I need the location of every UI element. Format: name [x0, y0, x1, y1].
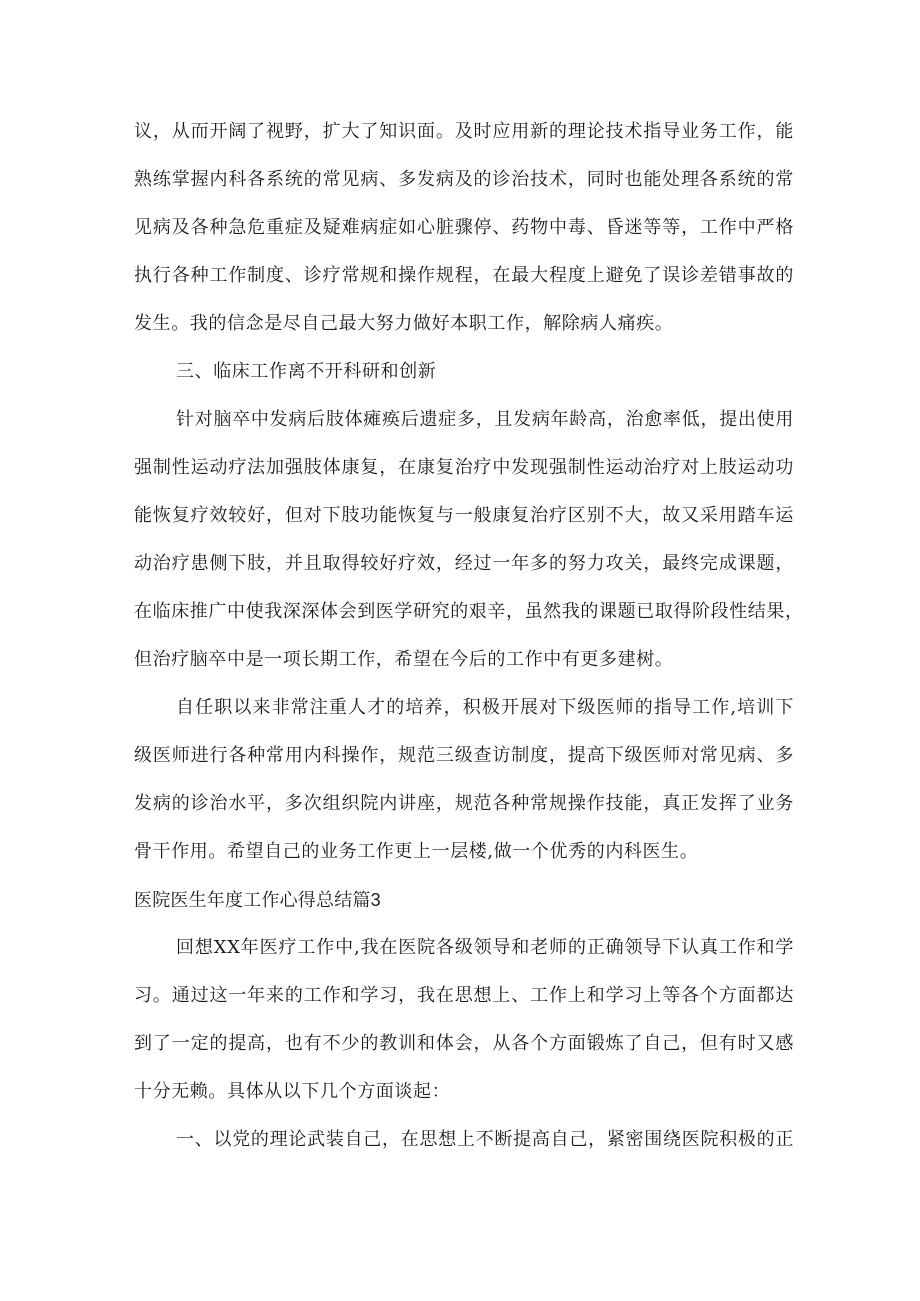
paragraph-line: 执行各种工作制度、诊疗常规和操作规程，在最大程度上避免了误诊差错事故的 — [134, 265, 794, 286]
paragraph-line: 级医师进行各种常用内科操作，规范三级查访制度，提高下级医师对常见病、多 — [134, 745, 794, 766]
section-title: 医院医生年度工作心得总结篇3 — [134, 890, 381, 910]
paragraph-line: 能恢复疗效较好，但对下肢功能恢复与一般康复治疗区别不大，故又采用踏车运 — [134, 505, 794, 526]
paragraph-line: 到了一定的提高，也有不少的教训和体会，从各个方面锻炼了自己，但有时又感 — [134, 1033, 794, 1054]
paragraph-line: 但治疗脑卒中是一项长期工作，希望在今后的工作中有更多建树。 — [134, 649, 674, 670]
paragraph-line: 自任职以来非常注重人才的培养，积极开展对下级医师的指导工作,培训下 — [176, 697, 794, 718]
section-heading: 三、临床工作离不开科研和创新 — [176, 361, 437, 382]
paragraph-line: 一、以党的理论武装自己，在思想上不断提高自己，紧密围绕医院积极的正 — [176, 1129, 794, 1150]
paragraph-line: 习。通过这一年来的工作和学习，我在思想上、工作上和学习上等各个方面都达 — [134, 985, 794, 1006]
paragraph-line: 十分无赖。具体从以下几个方面谈起： — [134, 1081, 451, 1102]
paragraph-line: 回想XX年医疗工作中,我在医院各级领导和老师的正确领导下认真工作和学 — [176, 937, 794, 958]
paragraph-line: 强制性运动疗法加强肢体康复，在康复治疗中发现强制性运动治疗对上肢运动功 — [134, 457, 794, 478]
paragraph-line: 骨干作用。希望自己的业务工作更上一层楼,做一个优秀的内科医生。 — [134, 841, 699, 862]
paragraph-line: 针对脑卒中发病后肢体瘫痪后遗症多，且发病年龄高，治愈率低，提出使用 — [176, 409, 794, 430]
paragraph-line: 发生。我的信念是尽自己最大努力做好本职工作，解除病人痛疾。 — [134, 313, 674, 334]
paragraph-line: 见病及各种急危重症及疑难病症如心脏骤停、药物中毒、昏迷等等，工作中严格 — [134, 217, 794, 238]
paragraph-line: 议，从而开阔了视野，扩大了知识面。及时应用新的理论技术指导业务工作，能 — [134, 121, 794, 142]
paragraph-line: 熟练掌握内科各系统的常见病、多发病及的诊治技术，同时也能处理各系统的常 — [134, 169, 794, 190]
paragraph-line: 动治疗患侧下肢，并且取得较好疗效，经过一年多的努力攻关，最终完成课题， — [134, 553, 794, 574]
paragraph-line: 发病的诊治水平，多次组织院内讲座，规范各种常规操作技能，真正发挥了业务 — [134, 793, 794, 814]
paragraph-line: 在临床推广中使我深深体会到医学研究的艰辛，虽然我的课题已取得阶段性结果， — [134, 601, 804, 622]
